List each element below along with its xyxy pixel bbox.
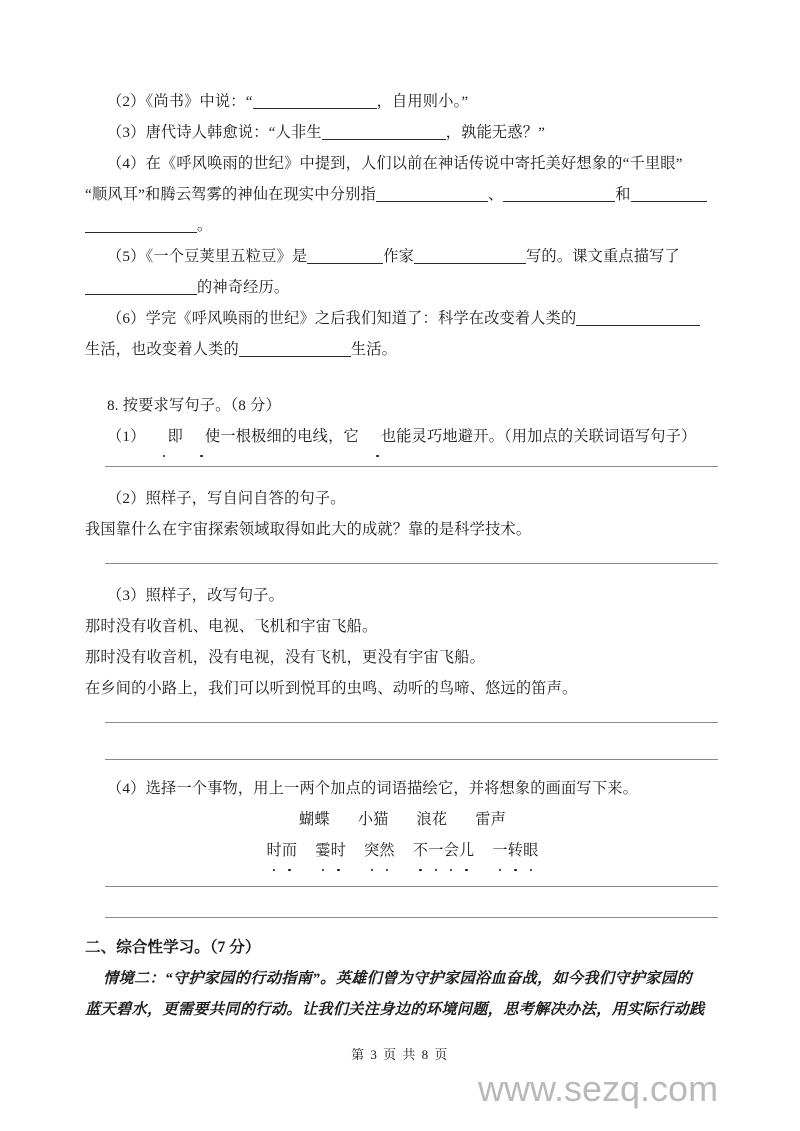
answer-blank[interactable] <box>85 280 197 295</box>
site-watermark: www.sezq.com <box>478 1068 719 1109</box>
question-8-sub-1 <box>85 421 720 452</box>
question-6-text-a: 生活，也改变着人类的 <box>85 341 239 358</box>
question-4-line-3 <box>85 210 720 241</box>
question-4-sep: 、 <box>487 186 504 203</box>
question-4-text-a: “顺风耳”和腾云驾雾的神仙在现实中分别指 <box>85 186 376 203</box>
answer-blank[interactable] <box>85 218 197 233</box>
answer-line[interactable] <box>105 466 718 467</box>
answer-blank[interactable] <box>576 311 700 326</box>
question-4-text: 在《呼风唤雨的世纪》中提到，人们以前在神话传说中寄托美好想象的“千里眼” <box>145 155 683 172</box>
answer-blank[interactable] <box>503 187 615 202</box>
question-8-4-prompt-text: 选择一个事物，用上一两个加点的词语描绘它，并将想象的画面写下来。 <box>145 780 638 797</box>
emphasis-char: 会 <box>444 835 459 866</box>
word-adverb <box>413 835 475 866</box>
question-8-2-number: （2） <box>107 490 146 507</box>
emphasis-char: 霎 <box>315 835 330 866</box>
emphasis-char: 突 <box>364 835 379 866</box>
page-footer: 第 3 页 共 8 页 <box>351 1047 449 1062</box>
question-6-line-1 <box>85 303 720 334</box>
question-5-text-d: 的神奇经历。 <box>197 279 290 296</box>
question-8-2-example: 我国靠什么在宇宙探索领域取得如此大的成就？靠的是科学技术。 <box>85 521 532 538</box>
emphasis-char: 时 <box>266 835 281 866</box>
emphasis-char: 眼 <box>523 835 538 866</box>
word-object: 雷声 <box>475 811 507 828</box>
answer-line[interactable] <box>105 563 718 564</box>
emphasis-char: 即 <box>146 421 183 452</box>
question-2-number: （2） <box>107 93 146 110</box>
question-8-3-prompt <box>85 580 720 611</box>
question-4-period: 。 <box>197 217 213 234</box>
question-8-2-prompt-text: 照样子，写自问自答的句子。 <box>145 490 346 507</box>
word-adverb <box>492 835 538 866</box>
emphasis-char: 儿 <box>459 835 474 866</box>
emphasis-char: 不 <box>413 835 428 866</box>
question-5-text-b: 作家 <box>383 248 415 265</box>
question-4-conj: 和 <box>615 186 631 203</box>
emphasis-char: 然 <box>379 835 394 866</box>
question-2 <box>85 86 720 117</box>
question-8-1-sentence <box>85 421 720 452</box>
question-5-text-c: 写的。课文重点描写了 <box>526 248 680 265</box>
question-4-line-1 <box>85 148 720 179</box>
question-8-1-tail: 能灵巧地避开。（用加点的关联词语写句子） <box>396 428 697 445</box>
question-8-4-prompt <box>85 773 720 804</box>
word-bank-adverbs <box>85 835 720 866</box>
answer-blank[interactable] <box>414 249 526 264</box>
answer-blank[interactable] <box>307 249 383 264</box>
question-8-3-example-1: 那时没有收音机、电视、飞机和宇宙飞船。 <box>85 618 378 635</box>
question-5-line-2 <box>85 272 720 303</box>
word-adverb <box>266 835 297 866</box>
answer-blank[interactable] <box>239 342 351 357</box>
question-8-3-prompt-text: 照样子，改写句子。 <box>145 587 285 604</box>
emphasis-char: 时 <box>331 835 346 866</box>
emphasis-char: 一 <box>428 835 443 866</box>
question-8-heading: 8. 按要求写句子。（8 分） <box>107 397 281 414</box>
word-adverb <box>364 835 395 866</box>
answer-blank[interactable] <box>322 125 446 140</box>
question-6-text-b: 生活。 <box>350 341 398 358</box>
question-8-1-mid: 一根极细的电线，它 <box>220 428 359 445</box>
section-2-paragraph-line-1: 情境二：“守护家园的行动指南”。英雄们曾为守护家园浴血奋战，如今我们守护家园的 <box>103 970 692 987</box>
question-4-number: （4） <box>107 155 146 172</box>
word-adverb <box>315 835 346 866</box>
question-5-text-a: 《一个豆荚里五粒豆》是 <box>145 248 308 265</box>
question-8-heading-block <box>85 390 720 421</box>
word-object: 蝴蝶 <box>298 811 330 828</box>
question-3-text-before: 唐代诗人韩愈说：“人非生 <box>145 124 322 141</box>
question-8-sub-2 <box>85 483 720 545</box>
question-6-number: （6） <box>107 310 146 327</box>
answer-blank[interactable] <box>376 187 488 202</box>
answer-blank[interactable] <box>253 94 377 109</box>
question-4-line-2 <box>85 179 720 210</box>
emphasis-char: 一 <box>492 835 507 866</box>
question-5-line-1 <box>85 241 720 272</box>
question-3 <box>85 117 720 148</box>
question-6-line-2 <box>85 334 720 365</box>
answer-line[interactable] <box>105 722 718 723</box>
question-8-1-number: （1） <box>107 428 146 445</box>
question-8-sub-3 <box>85 580 720 704</box>
question-8-4-number: （4） <box>107 780 146 797</box>
word-object: 浪花 <box>416 811 448 828</box>
answer-line[interactable] <box>105 917 718 918</box>
word-bank-objects <box>85 804 720 835</box>
question-8-sub-4 <box>85 773 720 866</box>
question-8-3-number: （3） <box>107 587 146 604</box>
section-2-paragraph-line-2: 蓝天碧水，更需要共同的行动。让我们关注身边的环境问题，思考解决办法，用实际行动践 <box>85 1001 705 1018</box>
question-2-text-after: ，自用则小。” <box>376 93 469 110</box>
question-5-number: （5） <box>107 248 146 265</box>
question-3-number: （3） <box>107 124 146 141</box>
question-8-2-prompt <box>85 483 720 514</box>
question-2-text-before: 《尚书》中说：“ <box>145 93 253 110</box>
question-8-3-target: 在乡间的小路上，我们可以听到悦耳的虫鸣、动听的鸟啼、悠远的笛声。 <box>85 680 578 697</box>
answer-blank[interactable] <box>631 187 707 202</box>
word-object: 小猫 <box>357 811 389 828</box>
answer-line[interactable] <box>105 759 718 760</box>
section-2-block <box>85 932 725 1025</box>
emphasis-char: 使 <box>183 421 220 452</box>
question-8-3-example-2: 那时没有收音机，没有电视，没有飞机，更没有宇宙飞船。 <box>85 649 486 666</box>
emphasis-char: 也 <box>359 421 396 452</box>
question-3-text-after: ，孰能无惑？” <box>445 124 546 141</box>
emphasis-char: 而 <box>282 835 297 866</box>
question-6-text: 学完《呼风唤雨的世纪》之后我们知道了：科学在改变着人类的 <box>145 310 577 327</box>
answer-line[interactable] <box>105 886 718 887</box>
section-2-heading: 二、综合性学习。（7 分） <box>85 939 261 956</box>
fill-in-questions-block <box>85 86 720 365</box>
emphasis-char: 转 <box>508 835 523 866</box>
